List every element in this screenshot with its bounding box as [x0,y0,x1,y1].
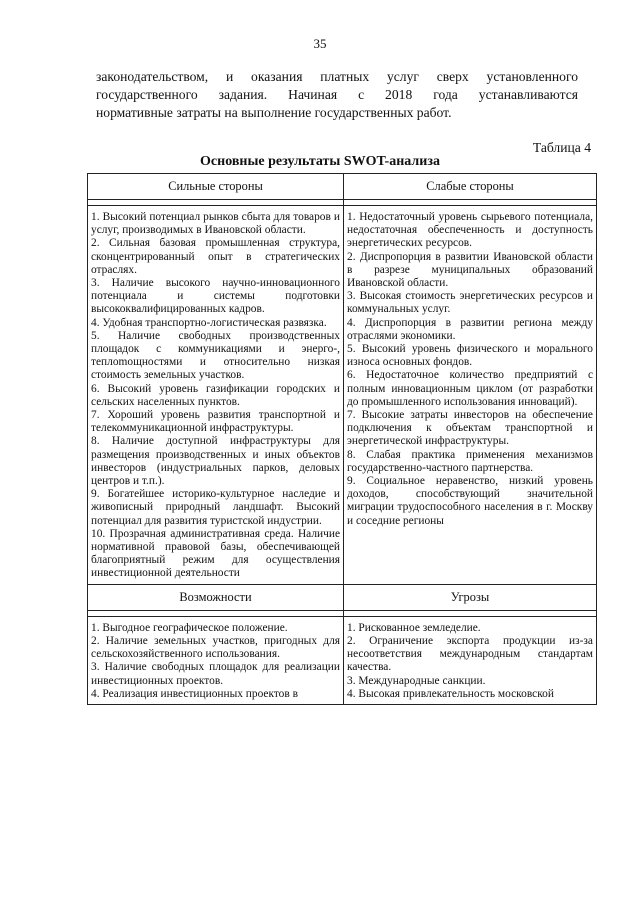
threats-header: Угрозы [344,584,597,610]
weakness-item: 4. Диспропорция в развитии региона между отраслями экономики. [347,316,593,342]
strength-item: 2. Сильная базовая промышленная структура, сконцентрированный опыт в стратегических отраслях. [91,237,340,276]
strength-item: 9. Богатейшее историко-культурное наследие и живописный природный ландшафт. Высокий потенциал для развития туристской индустрии. [91,488,340,527]
weakness-item: 2. Диспропорция в развитии Ивановской области в разрезе муниципальных образований Ивановской области. [347,250,593,290]
threat-item: 3. Международные санкции. [347,674,486,687]
table-header-row [88,174,597,200]
opportunity-item: 3. Наличие свободных площадок для реализации инвестиционных проектов. [91,661,340,687]
intro-line: законодательством, и оказания платных услуг сверх установленного [96,69,578,84]
intro-paragraph [96,68,578,122]
weakness-item: 1. Недостаточный уровень сырьевого потенциала, недостаточная обеспеченность и доступность энергетических ресурсов. [347,211,593,250]
strength-item: 5. Наличие свободных производственных площадок с коммуникациями и энерго-, теплomощностями и относительно низкая стоимость земельных участков. [91,329,340,382]
strengths-cell [88,206,344,585]
weaknesses-header: Слабые стороны [344,174,597,200]
strength-item: 8. Наличие доступной инфраструктуры для размещения производственных и иных объектов инвесторов (индустриальных парков, деловых центров и т.п.). [91,435,340,488]
page-number: 35 [313,36,327,51]
weakness-item: 6. Недостаточное количество предприятий с полным инновационным циклом (от разработки до промышленного использования инноваций). [347,369,593,408]
threat-item: 4. Высокая привлекательность московской [347,687,554,700]
table-header-row [88,584,597,610]
weakness-item: 7. Высокие затраты инвесторов на обеспечение подключения к объектам транспортной и энергетической инфраструктуры. [347,409,593,448]
table-label: Таблица 4 [532,140,591,155]
threat-item: 2. Ограничение экспорта продукции из-за несоответствия международным стандартам качества. [347,634,593,674]
opportunities-header: Возможности [88,584,344,610]
strength-item: 1. Высокий потенциал рынков сбыта для товаров и услуг, производимых в Ивановской области. [91,211,340,237]
weakness-item: 9. Социальное неравенство, низкий уровень доходов, способствующий значительной миграции трудоспособного населения в г. Москву и соседние регионы [347,475,593,527]
opportunity-item: 4. Реализация инвестиционных проектов в [91,687,298,700]
intro-line: государственного задания. Начиная с 2018 года устанавливаются [96,87,578,102]
weakness-item: 8. Слабая практика применения механизмов государственно-частного партнерства. [347,448,593,474]
opportunity-item: 1. Выгодное географическое положение. [91,621,288,634]
weaknesses-cell [344,206,597,585]
threats-cell [344,616,597,704]
weakness-item: 5. Высокий уровень физического и морального износа основных фондов. [347,343,593,369]
threat-item: 1. Рискованное земледелие. [347,621,481,634]
strength-item: 10. Прозрачная административная среда. Наличие нормативной правовой базы, обеспечивающей благоприятный режим для осуществления инвестиционной деятельности [91,527,340,580]
strength-item: 7. Хороший уровень развития транспортной и телекоммуникационной инфраструктуры. [91,409,340,435]
weakness-item: 3. Высокая стоимость энергетических ресурсов и коммунальных услуг. [347,290,593,316]
strength-item: 4. Удобная транспортно-логистическая развязка. [91,316,327,329]
opportunity-item: 2. Наличие земельных участков, пригодных для сельскохозяйственного использования. [91,634,340,661]
table-row [88,206,597,585]
intro-line: нормативные затраты на выполнение государственных работ. [96,105,452,120]
table-row [88,616,597,704]
table-title: Основные результаты SWOT-анализа [200,154,440,169]
swot-table [87,173,597,705]
opportunities-cell [88,616,344,704]
strength-item: 3. Наличие высокого научно-инновационного потенциала и системы подготовки высококвалифицированных кадров. [91,277,340,316]
strengths-header: Сильные стороны [88,174,344,200]
strength-item: 6. Высокий уровень газификации городских и сельских населенных пунктов. [91,382,340,408]
